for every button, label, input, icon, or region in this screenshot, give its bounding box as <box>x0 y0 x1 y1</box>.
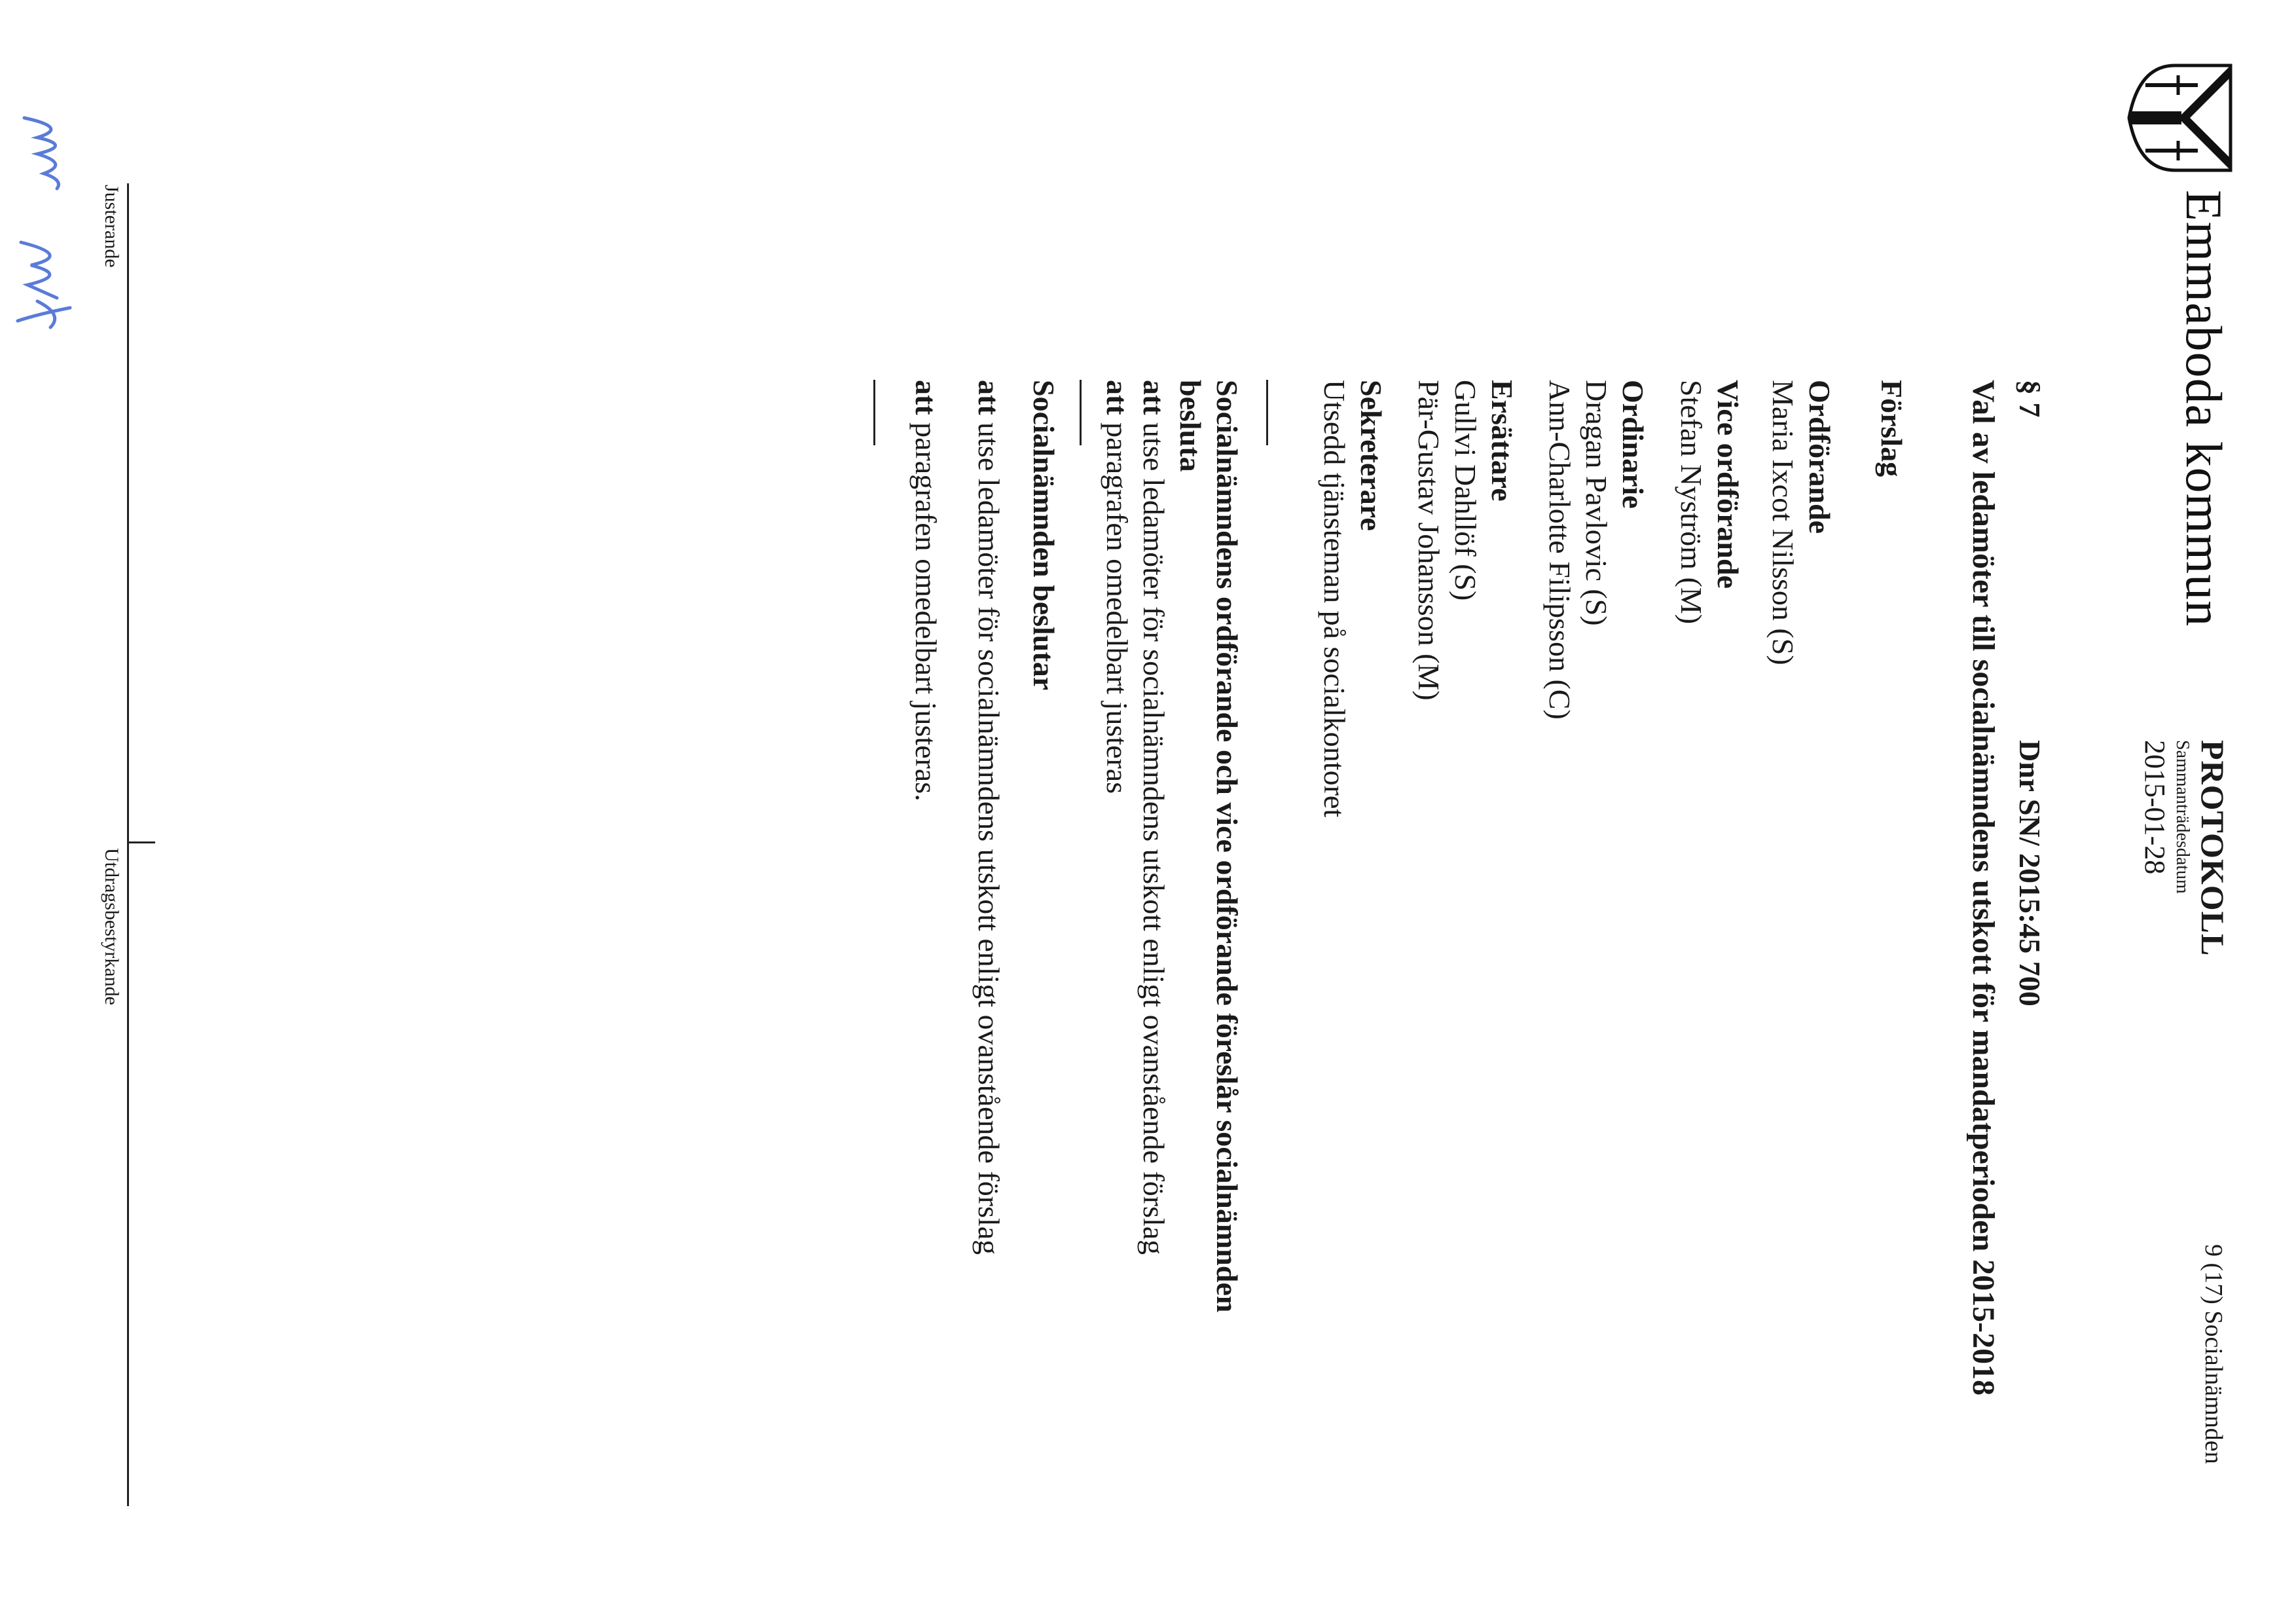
protocol-header <box>2138 740 2232 956</box>
item-text: utse ledamöter för socialnämndens utskott enligt ovanstående förslag <box>972 415 1006 1255</box>
group-vice-ordforande <box>1673 380 1746 624</box>
group-ordinarie <box>1541 380 1651 720</box>
chair-proposal <box>1099 380 1245 1312</box>
item-text: paragrafen omedelbart justeras <box>1101 415 1134 794</box>
group-member: Stefan Nyström (M) <box>1675 380 1708 625</box>
chair-proposal-heading-cont: besluta <box>1174 380 1207 472</box>
group-member: Ann-Charlotte Filipsson (C) <box>1543 380 1576 720</box>
group-member: Maria Ixcot Nilsson (S) <box>1766 380 1800 665</box>
separator-rule <box>873 380 875 445</box>
chair-proposal-item <box>1099 380 1135 1312</box>
separator-rule <box>1080 380 1082 445</box>
case-number: Dnr SN/ 2015:45 700 <box>2013 740 2047 1006</box>
att-keyword: att <box>1137 380 1171 415</box>
group-ordforande <box>1764 380 1838 665</box>
att-keyword: att <box>972 380 1006 415</box>
group-member: Pär-Gustav Johansson (M) <box>1412 380 1446 701</box>
att-keyword: att <box>909 380 943 415</box>
justerande-label: Justerande <box>101 185 122 268</box>
group-label: Vice ordförande <box>1711 380 1745 589</box>
meeting-date: 2015-01-28 <box>2139 740 2171 875</box>
group-ersattare <box>1410 380 1520 701</box>
item-text: utse ledamöter för socialnämndens utskott enligt ovanstående förslag <box>1137 415 1171 1255</box>
municipality-name: Emmaboda kommun <box>2176 190 2232 627</box>
paragraph-number: § 7 <box>2013 380 2047 418</box>
page-info: 9 (17) Socialnämnden <box>2200 1244 2227 1464</box>
item-text: paragrafen omedelbart justeras. <box>909 415 943 802</box>
protocol-title: PROTOKOLL <box>2195 740 2231 957</box>
meeting-date-label: Sammanträdesdatum <box>2172 740 2193 894</box>
group-sekreterare <box>1316 380 1389 817</box>
footer-divider <box>128 841 155 843</box>
group-member: Gullvi Dahllöf (S) <box>1449 380 1482 601</box>
group-label: Ordförande <box>1803 380 1836 534</box>
coat-of-arms-logo <box>2126 59 2237 177</box>
group-label: Ordinarie <box>1616 380 1650 509</box>
decision-heading: Socialnämnden beslutar <box>1027 380 1061 691</box>
decision <box>907 380 1062 1255</box>
decision-item <box>970 380 1007 1255</box>
att-keyword: att <box>1101 380 1134 415</box>
section-title: Val av ledamöter till socialnämndens utskott för mandatperioden 2015-2018 <box>1966 380 2001 1396</box>
chair-proposal-heading: Socialnämndens ordförande och vice ordförande föreslår socialnämnden <box>1211 380 1244 1313</box>
chair-proposal-item <box>1135 380 1172 1312</box>
signature-initials-2 <box>1 236 83 341</box>
group-member: Utsedd tjänsteman på socialkontoret <box>1318 380 1351 818</box>
group-label: Sekreterare <box>1355 380 1388 531</box>
group-label: Ersättare <box>1485 380 1519 502</box>
decision-item <box>907 380 944 1255</box>
utdragsbestyrkande-label: Utdragsbestyrkande <box>101 848 122 1005</box>
group-member: Dragan Pavlovic (S) <box>1580 380 1613 626</box>
proposal-heading: Förslag <box>1875 380 1908 477</box>
footer-line <box>127 183 129 1506</box>
separator-rule <box>1266 380 1268 445</box>
signature-initials-1 <box>8 111 83 196</box>
